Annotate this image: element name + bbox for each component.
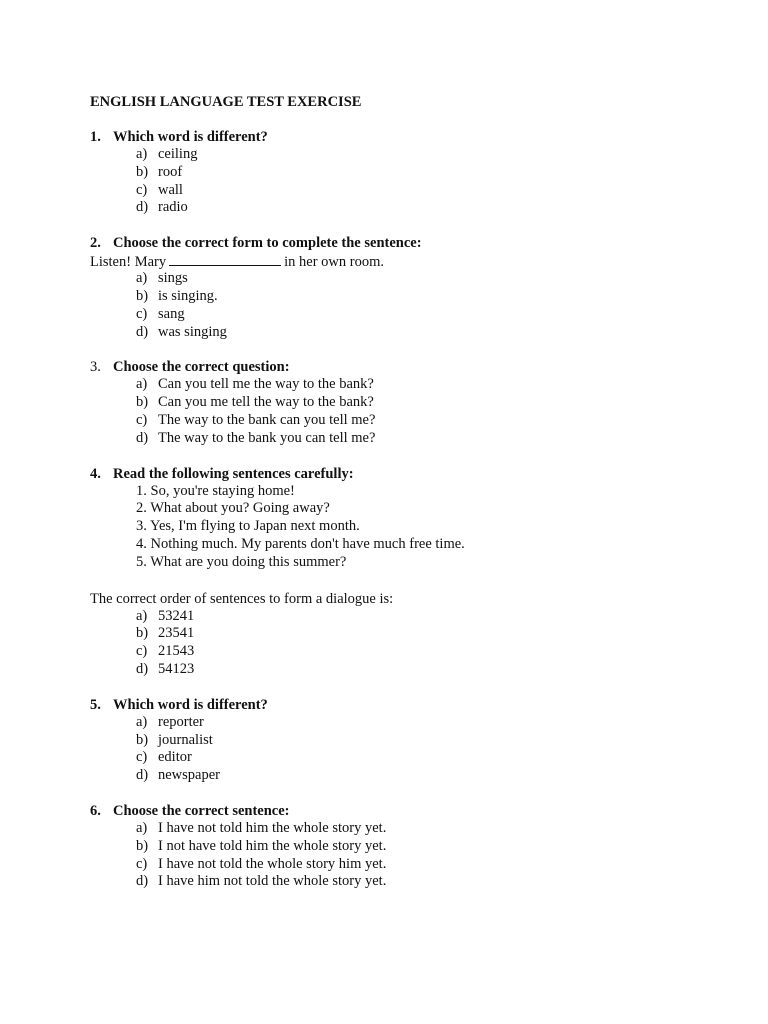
dialogue-sentence: 2. What about you? Going away? <box>136 500 330 517</box>
question-number: 1. <box>90 129 101 145</box>
option-item <box>90 288 730 306</box>
question-text: Which word is different? <box>113 696 268 713</box>
option-letter: c) <box>136 855 148 872</box>
question-heading <box>90 465 730 483</box>
option-item <box>90 376 730 394</box>
test-page <box>90 92 730 908</box>
question-text: Choose the correct form to complete the sentence: <box>113 235 422 252</box>
question-number: 6. <box>90 802 101 819</box>
question-number: 5. <box>90 696 101 713</box>
option-list <box>90 714 730 785</box>
option-letter: c) <box>136 305 148 322</box>
option-letter: b) <box>136 625 149 642</box>
question-5 <box>90 696 730 785</box>
option-text: ceiling <box>158 146 198 162</box>
question-heading <box>90 234 730 252</box>
option-text: 54123 <box>158 660 195 677</box>
option-letter: d) <box>136 429 149 446</box>
sentence-after-blank: in her own room. <box>284 254 384 271</box>
dialogue-sentence-list <box>90 483 730 572</box>
question-1 <box>90 128 730 217</box>
option-letter: c) <box>136 749 148 766</box>
option-text: Can you me tell the way to the bank? <box>158 394 374 411</box>
option-letter: d) <box>136 873 149 890</box>
option-text: I not have told him the whole story yet. <box>158 837 387 854</box>
option-text: I have not told him the whole story yet. <box>158 819 387 836</box>
option-text: radio <box>158 199 188 216</box>
option-item <box>90 430 730 448</box>
option-list <box>90 608 730 679</box>
option-list <box>90 146 730 217</box>
question-heading <box>90 358 730 376</box>
option-item <box>90 749 730 767</box>
option-item <box>90 270 730 288</box>
question-heading <box>90 128 730 146</box>
sentence-before-blank: Listen! Mary <box>90 254 167 271</box>
option-letter: d) <box>136 767 149 784</box>
option-item <box>90 324 730 342</box>
option-letter: c) <box>136 643 148 660</box>
option-item <box>90 146 730 164</box>
option-item <box>90 820 730 838</box>
dialogue-sentence: 1. So, you're staying home! <box>136 482 295 499</box>
option-text: The way to the bank you can tell me? <box>158 429 376 446</box>
question-text: Read the following sentences carefully: <box>113 465 354 482</box>
option-item <box>90 661 730 679</box>
question-3 <box>90 358 730 447</box>
option-item <box>90 608 730 626</box>
option-letter: c) <box>136 411 148 428</box>
spacer <box>90 572 730 590</box>
question-text: Which word is different? <box>113 129 268 145</box>
option-text: wall <box>158 181 183 198</box>
option-item <box>90 625 730 643</box>
option-text: is singing. <box>158 287 218 304</box>
option-letter: b) <box>136 163 149 180</box>
option-letter: b) <box>136 731 149 748</box>
option-list <box>90 270 730 341</box>
option-text: sang <box>158 305 185 322</box>
option-letter: d) <box>136 199 149 216</box>
option-letter: a) <box>136 270 148 287</box>
dialogue-sentence: 3. Yes, I'm flying to Japan next month. <box>136 518 360 535</box>
option-text: journalist <box>158 731 213 748</box>
question-number: 3. <box>90 359 101 376</box>
option-text: was singing <box>158 323 227 340</box>
option-item <box>90 412 730 430</box>
order-prompt: The correct order of sentences to form a dialogue is: <box>90 590 394 607</box>
option-letter: b) <box>136 837 149 854</box>
option-item <box>90 856 730 874</box>
option-text: roof <box>158 163 183 180</box>
option-letter: a) <box>136 146 148 162</box>
option-item <box>90 306 730 324</box>
option-item <box>90 873 730 891</box>
dialogue-sentence: 4. Nothing much. My parents don't have much free time. <box>136 535 465 552</box>
option-text: 21543 <box>158 643 195 660</box>
question-number: 2. <box>90 235 101 252</box>
option-text: editor <box>158 749 192 766</box>
question-heading <box>90 696 730 714</box>
option-item <box>90 838 730 856</box>
option-item <box>90 767 730 785</box>
option-text: newspaper <box>158 767 221 784</box>
option-item <box>90 394 730 412</box>
option-letter: c) <box>136 181 148 198</box>
dialogue-sentence: 5. What are you doing this summer? <box>136 553 347 570</box>
option-text: 53241 <box>158 607 195 624</box>
option-item <box>90 732 730 750</box>
option-letter: b) <box>136 287 149 304</box>
option-item <box>90 199 730 217</box>
question-6 <box>90 802 730 891</box>
question-4 <box>90 465 730 679</box>
option-item <box>90 714 730 732</box>
option-item <box>90 164 730 182</box>
question-2 <box>90 234 730 341</box>
option-letter: a) <box>136 713 148 730</box>
option-item <box>90 643 730 661</box>
option-text: 23541 <box>158 625 195 642</box>
option-letter: d) <box>136 323 149 340</box>
option-list <box>90 820 730 891</box>
option-letter: a) <box>136 607 148 624</box>
option-item <box>90 182 730 200</box>
question-heading <box>90 802 730 820</box>
option-list <box>90 376 730 447</box>
question-text: Choose the correct question: <box>113 359 290 376</box>
option-text: I have him not told the whole story yet. <box>158 873 387 890</box>
option-text: Can you tell me the way to the bank? <box>158 376 374 393</box>
page-title: ENGLISH LANGUAGE TEST EXERCISE <box>90 94 362 110</box>
option-text: reporter <box>158 713 204 730</box>
answer-blank <box>169 252 281 266</box>
option-letter: a) <box>136 819 148 836</box>
option-text: The way to the bank can you tell me? <box>158 411 376 428</box>
question-text: Choose the correct sentence: <box>113 802 290 819</box>
question-number: 4. <box>90 465 101 482</box>
option-letter: b) <box>136 394 149 411</box>
option-text: I have not told the whole story him yet. <box>158 855 387 872</box>
option-text: sings <box>158 270 188 287</box>
fill-in-sentence <box>90 252 730 270</box>
option-letter: a) <box>136 376 148 393</box>
option-letter: d) <box>136 660 149 677</box>
